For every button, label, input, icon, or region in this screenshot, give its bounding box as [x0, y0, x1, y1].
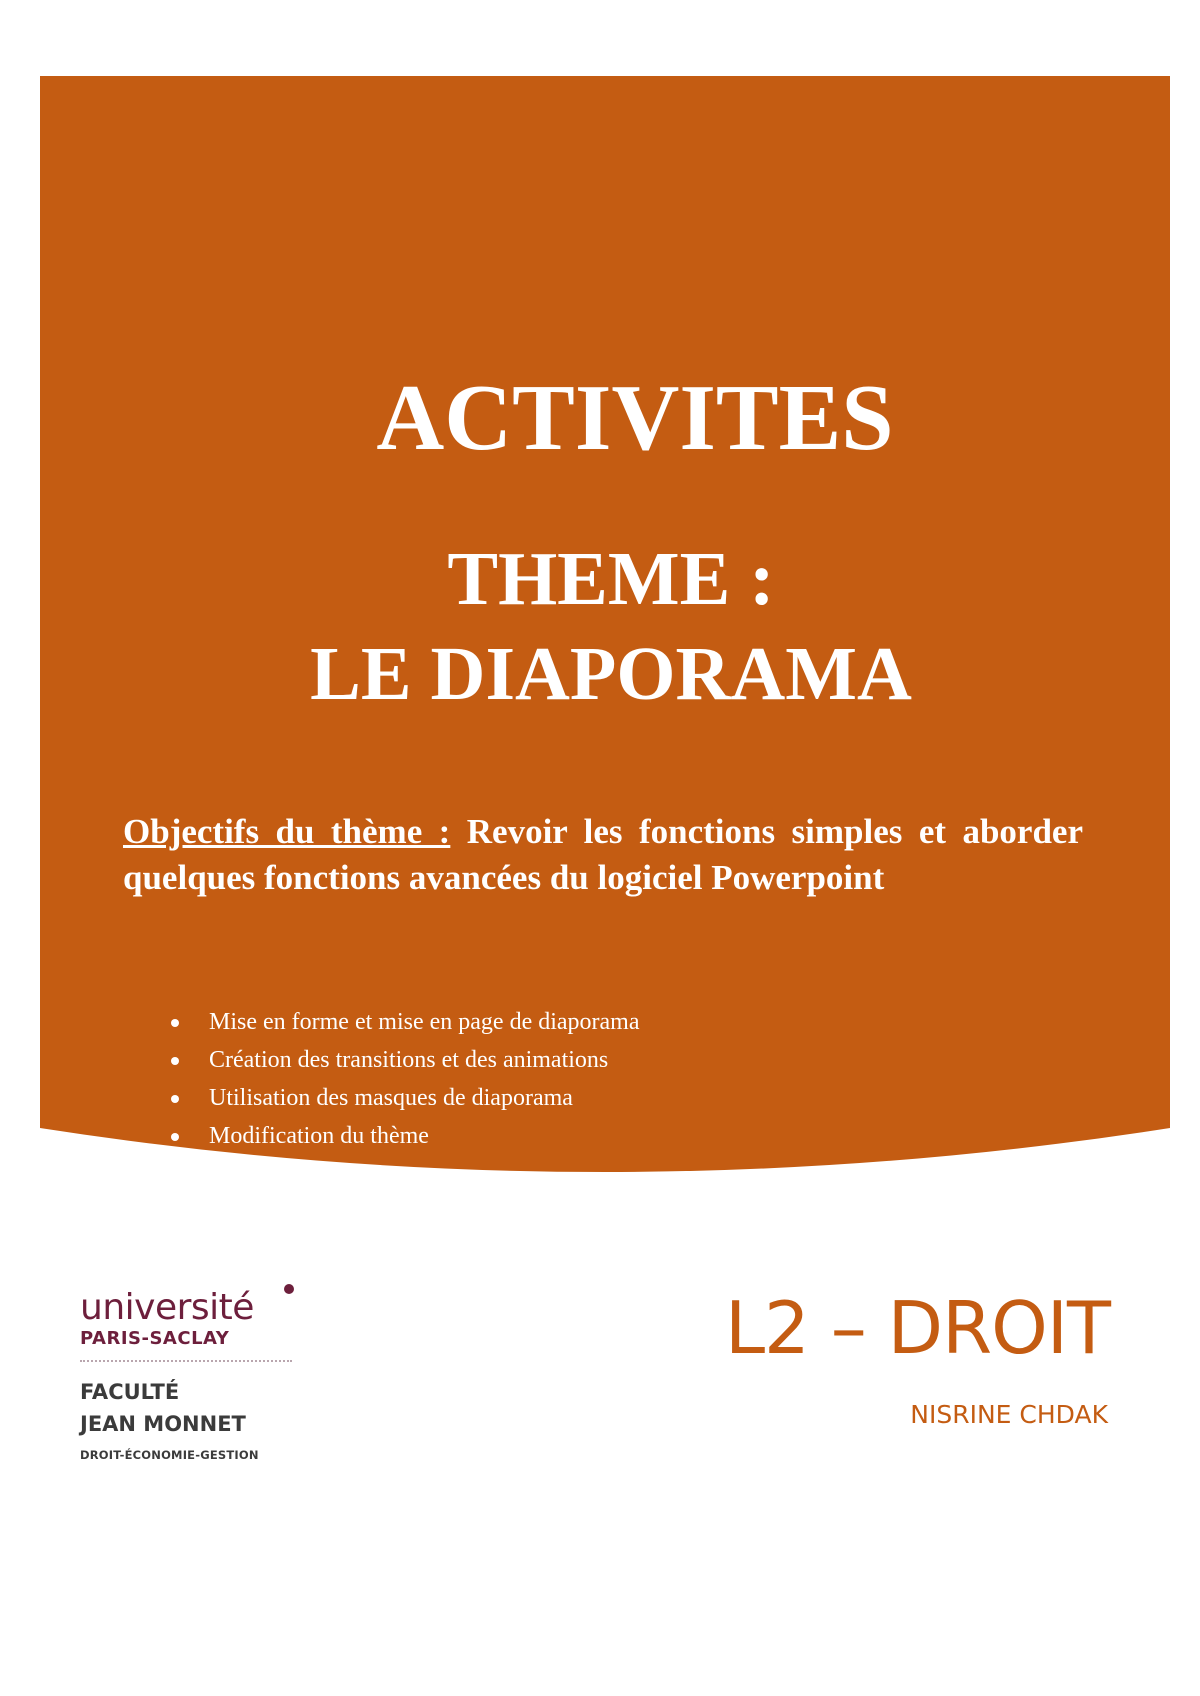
logo-jean-monnet: JEAN MONNET — [80, 1412, 246, 1436]
logo-universite — [80, 1287, 300, 1328]
logo-paris-saclay: PARIS-SACLAY — [80, 1328, 230, 1349]
bullet-icon — [171, 1095, 179, 1103]
logo-divider — [80, 1360, 292, 1362]
author-name: NISRINE CHDAK — [910, 1400, 1108, 1429]
list-item — [123, 1079, 1023, 1117]
cover-banner — [40, 76, 1170, 1200]
objectives-label: Objectifs du thème : — [123, 812, 451, 851]
theme-label: THEME : — [447, 537, 775, 621]
logo-universite-text: université — [80, 1287, 254, 1328]
list-item-text: Mise en forme et mise en page de diaporama — [209, 1009, 640, 1035]
list-item-text: Création des transitions et des animations — [209, 1047, 609, 1073]
logo-departments: DROIT-ÉCONOMIE-GESTION — [80, 1448, 259, 1462]
list-item — [123, 1003, 1023, 1041]
objectives-paragraph — [123, 809, 1083, 901]
theme-name: LE DIAPORAMA — [310, 632, 912, 716]
list-item — [123, 1041, 1023, 1079]
logo-faculty — [80, 1376, 300, 1440]
list-item — [123, 1117, 1023, 1155]
bullet-icon — [171, 1019, 179, 1027]
objectives-list — [123, 1003, 1023, 1155]
bullet-icon — [171, 1133, 179, 1141]
objectives-text: Revoir les fonctions simples et aborder quelques fonctions avancées du logiciel Powerpoint — [123, 812, 1083, 897]
list-item-text: Utilisation des masques de diaporama — [209, 1085, 573, 1111]
course-title: L2 – DROIT — [724, 1286, 1110, 1370]
university-logo — [80, 1287, 300, 1462]
bullet-icon — [171, 1057, 179, 1065]
document-title: ACTIVITES — [376, 366, 894, 470]
list-item-text: Modification du thème — [209, 1123, 429, 1149]
logo-dot-icon — [284, 1284, 294, 1294]
logo-faculte: FACULTÉ — [80, 1380, 180, 1404]
